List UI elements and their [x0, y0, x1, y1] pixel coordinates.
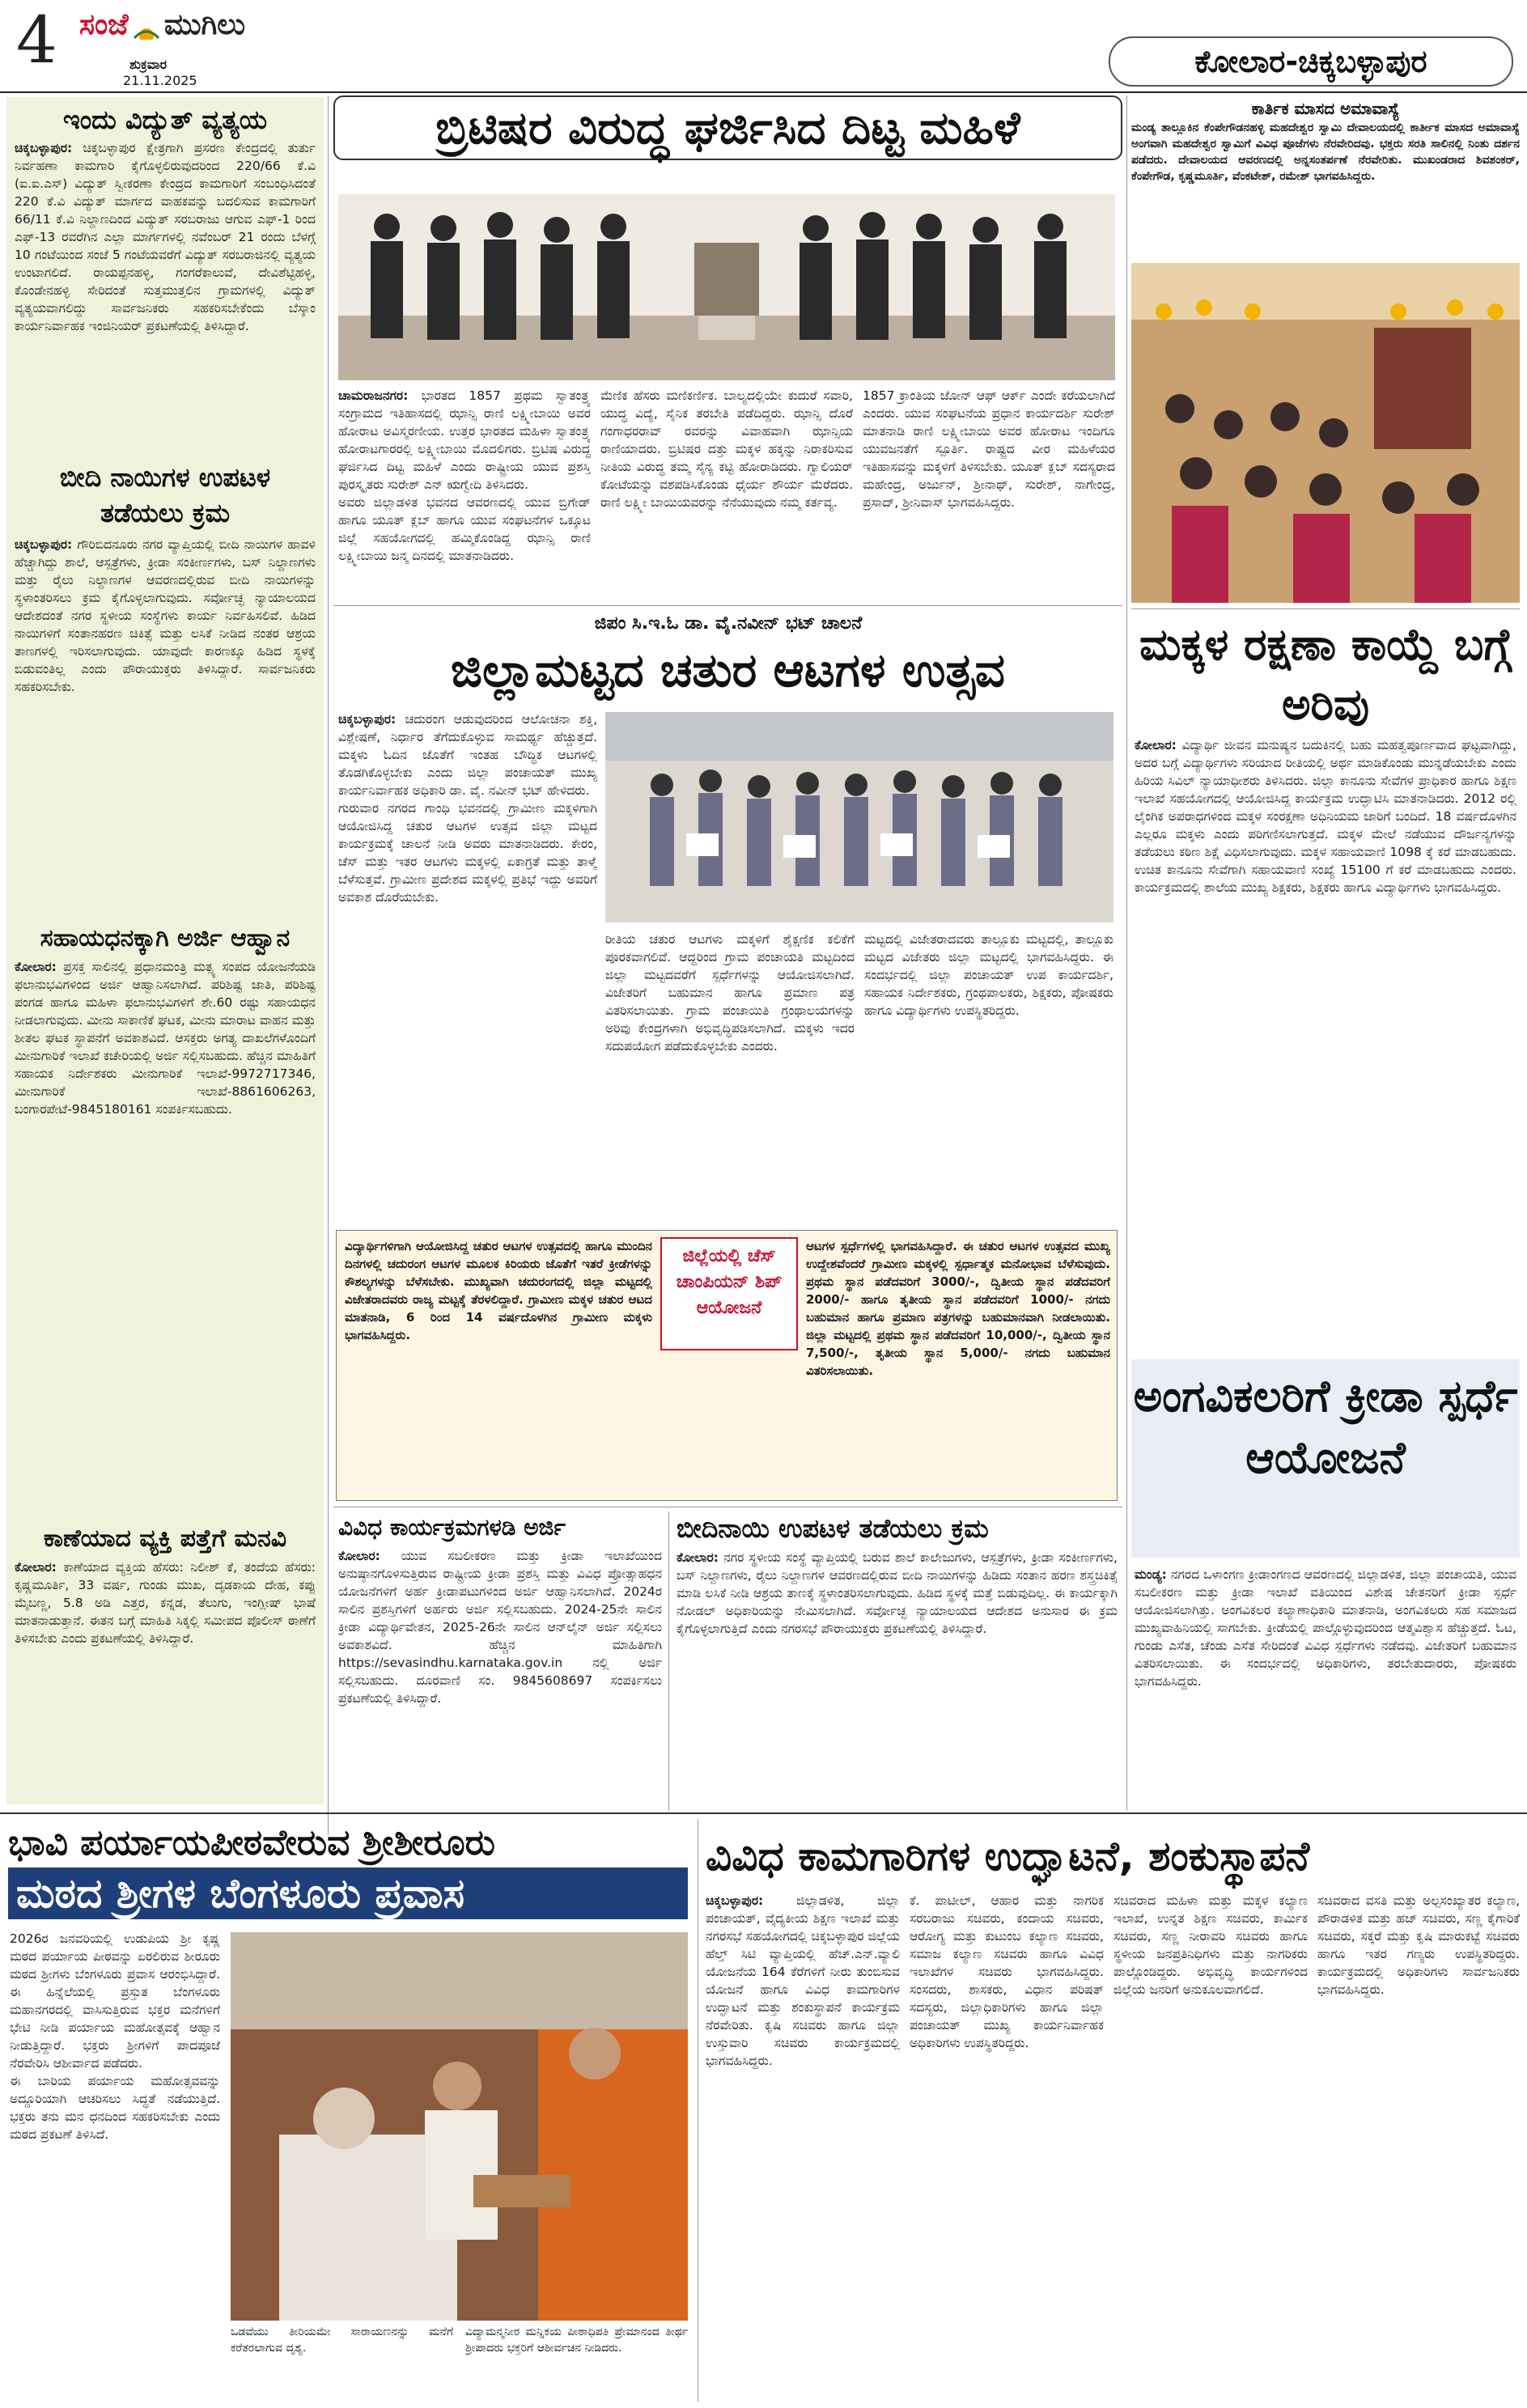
chess-photo	[605, 712, 1113, 922]
lead-photo-group	[338, 194, 1115, 380]
applications-headline: ವಿವಿಧ ಕಾರ್ಯಕ್ರಮಗಳಡಿ ಅರ್ಜಿ	[338, 1514, 566, 1541]
chess-box-badge: ಜಿಲ್ಲೆಯಲ್ಲಿ ಚೆಸ್ ಚಾಂಪಿಯನ್ ಶಿಪ್ ಆಯೋಜನೆ	[660, 1237, 798, 1350]
article-body: ಕೆ. ಪಾಟೀಲ್, ಆಹಾರ ಮತ್ತು ನಾಗರಿಕ ಸರಬರಾಜು ಸಚಿವರು, ಕಂದಾಯ ಸಚಿವರು, ಆರೋಗ್ಯ ಮತ್ತು ಕುಟುಂಬ ಕಲ್ಯಾಣ ಸಚಿವರು, ಸಮಾಜ ಕಲ್ಯಾಣ ಸಚಿವರು ಹಾಗೂ ವಿವಿಧ ಇಲಾಖೆಗಳ ಸಚಿವರು ಭಾಗವಹಿಸಿದ್ದರು. ಸಂಸದರು, ಶಾಸಕರು, ವಿಧಾನ ಪರಿಷತ್ ಸದಸ್ಯರು, ಜಿಲ್ಲಾಧಿಕಾರಿಗಳು ಹಾಗೂ ಜಿಲ್ಲಾ ಪಂಚಾಯತ್ ಮುಖ್ಯ ಕಾರ್ಯನಿರ್ವಾಹಕ ಅಧಿಕಾರಿಗಳು ಉಪಸ್ಥಿತರಿದ್ದರು.	[910, 1893, 1104, 2050]
dateline: ಕೋಲಾರ:	[1135, 738, 1177, 752]
issue-day: ಶುಕ್ರವಾರ	[129, 57, 168, 72]
lead-body-col2	[600, 387, 853, 597]
stray-dogs-body	[677, 1549, 1118, 1806]
sidebar-headline-subsidy: ಸಹಾಯಧನಕ್ಕಾಗಿ ಅರ್ಜಿ ಆಹ್ವಾನ	[40, 924, 291, 952]
disabled-body	[1135, 1566, 1516, 1808]
swamiji-headline-1: ಭಾವಿ ಪರ್ಯಾಯಪೀಠವೇರುವ ಶ್ರೀಶೀರೂರು	[8, 1822, 495, 1863]
left-sidebar	[6, 97, 324, 1804]
paper-name-right: ಮುಗಿಲು	[163, 8, 246, 41]
works-body-col2	[910, 1892, 1104, 2402]
karthika-headline: ಕಾರ್ತಿಕ ಮಾಸದ ಅಮಾವಾಸ್ಯೆ	[1251, 99, 1400, 118]
karthika-body: ಮಂಡ್ಯ ತಾಲ್ಲೂಕಿನ ಕೆಂಪೇಗೌಡನಹಳ್ಳಿ ಮಹದೇಶ್ವರ ಸ್ವಾಮಿ ದೇವಾಲಯದಲ್ಲಿ ಕಾರ್ತೀಕ ಮಾಸದ ಅಮಾವಾಸ್ಯೆ ಅಂಗವಾಗಿ ಮಹದೇಶ್ವರ ಸ್ವಾಮಿಗೆ ವಿವಿಧ ಪೂಜೆಗಳು ನೆರವೇರಿದವು. ಭಕ್ತರು ಸರತಿ ಸಾಲಿನಲ್ಲಿ ನಿಂತು ದರ್ಶನ ಪಡೆದರು. ದೇವಾಲಯದ ಆವರಣದಲ್ಲಿ ಅನ್ನಸಂತರ್ಪಣೆ ನೆರವೇರಿತು. ಮುಖಂಡರಾದ ಶಿವಶಂಕರ್, ಕೆಂಪೇಗೌಡ, ಕೃಷ್ಣಮೂರ್ತಿ, ವೆಂಕಟೇಶ್, ರಮೇಶ್ ಭಾಗವಹಿಸಿದ್ದರು.	[1131, 121, 1520, 183]
dateline: ಕೋಲಾರ:	[15, 1560, 57, 1575]
sun-logo-icon	[133, 22, 160, 40]
swamiji-headline-2: ಮಠದ ಶ್ರೀಗಳ ಬೆಂಗಳೂರು ಪ್ರವಾಸ	[8, 1867, 688, 1919]
stray-dogs-headline: ಬೀದಿನಾಯಿ ಉಪಟಳ ತಡೆಯಲು ಕ್ರಮ	[677, 1513, 989, 1544]
chess-body-col2	[605, 931, 855, 1230]
dateline: ಚಾಮರಾಜನಗರ:	[338, 388, 409, 403]
dateline: ಕೋಲಾರ:	[677, 1550, 719, 1565]
applications-body	[338, 1547, 662, 1806]
works-headline: ವಿವಿಧ ಕಾಮಗಾರಿಗಳ ಉದ್ಘಾಟನೆ, ಶಂಕುಸ್ಥಾಪನೆ	[706, 1833, 1310, 1880]
child-body	[1135, 736, 1516, 1351]
chess-championship-box	[336, 1230, 1118, 1501]
sidebar-article-stray-dogs	[15, 536, 316, 916]
article-body: ಅವರು ಜಿಲ್ಲಾಡಳಿತ ಭವನದ ಆವರಣದಲ್ಲಿ ಯುವ ಬ್ರಿಗೇಡ್ ಹಾಗೂ ಯೂತ್ ಕ್ಲಬ್ ಹಾಗೂ ಯುವ ಸಂಘಟನೆಗಳ ಒಕ್ಕೂಟ ಜಿಲ್ಲೆ ಸಹಯೋಗದಲ್ಲಿ ಹಮ್ಮಿಕೊಂಡಿದ್ದ ಝಾನ್ಸಿ ರಾಣಿ ಲಕ್ಷ್ಮೀಬಾಯಿ ಜನ್ಮ ದಿನದಲ್ಲಿ ಮಾತನಾಡಿದರು.	[338, 495, 591, 563]
award-group-photo-icon	[605, 712, 1113, 922]
article-body: ಭಾರತದ 1857 ಪ್ರಥಮ ಸ್ವಾತಂತ್ರ್ಯ ಸಂಗ್ರಾಮದ ಇತಿಹಾಸದಲ್ಲಿ ಝಾನ್ಸಿ ರಾಣಿ ಲಕ್ಷ್ಮೀಬಾಯಿ ಅವರ ಹೋರಾಟ ಅವಿಸ್ಮರಣೀಯ. ಉತ್ತರ ಭಾರತದ ಮಹಿಳಾ ಸ್ವಾತಂತ್ರ್ಯ ಹೋರಾಟಗಾರರಲ್ಲಿ ಲಕ್ಷ್ಮೀಬಾಯಿ ಮೊದಲಿಗರು. ಬ್ರಿಟಿಷ ವಿರುದ್ಧ ಘರ್ಜಿಸಿದ ದಿಟ್ಟ ಮಹಿಳೆ ಎಂದು ರಾಷ್ಟ್ರೀಯ ಯುವ ಪ್ರಶಸ್ತಿ ಪುರಸ್ಕೃತರು ಸುರೇಶ್ ಎನ್ ಋಗ್ವೇದಿ ತಿಳಿಸಿದರು.	[338, 388, 591, 492]
swamiji-body	[10, 1930, 220, 2399]
article-body: ಸಚಿವರಾದ ಮಹಿಳಾ ಮತ್ತು ಮಕ್ಕಳ ಕಲ್ಯಾಣ ಇಲಾಖೆ, ಉನ್ನತ ಶಿಕ್ಷಣ ಸಚಿವರು, ಕಾರ್ಮಿಕ ಸಚಿವರು, ಸಣ್ಣ ನೀರಾವರಿ ಸಚಿವರು ಹಾಗೂ ಸ್ಥಳೀಯ ಜನಪ್ರತಿನಿಧಿಗಳು ಮತ್ತು ನಾಗರಿಕರು ಪಾಲ್ಗೊಂಡಿದ್ದರು. ಅಭಿವೃದ್ಧಿ ಕಾರ್ಯಗಳಿಂದ ಜಿಲ್ಲೆಯ ಜನರಿಗೆ ಅನುಕೂಲವಾಗಲಿದೆ.	[1113, 1893, 1308, 1997]
sidebar-article-power-cut	[15, 139, 316, 455]
dateline: ಚಿಕ್ಕಬಳ್ಳಾಪುರ:	[15, 141, 73, 155]
article-body: ಈ ಬಾರಿಯ ಪರ್ಯಾಯ ಮಹೋತ್ಸವವನ್ನು ಅದ್ದೂರಿಯಾಗಿ ಆಚರಿಸಲು ಸಿದ್ಧತೆ ನಡೆಯುತ್ತಿದೆ. ಭಕ್ತರು ತನು ಮನ ಧನದಿಂದ ಸಹಕರಿಸಬೇಕು ಎಂದು ಮಠದ ಪ್ರಕಟಣೆ ತಿಳಿಸಿದೆ.	[10, 2074, 220, 2142]
dateline: ಮಂಡ್ಯ:	[1135, 1567, 1167, 1582]
article-body: ರೀತಿಯ ಚತುರ ಆಟಗಳು ಮಕ್ಕಳಿಗೆ ಶೈಕ್ಷಣಿಕ ಕಲಿಕೆಗೆ ಪೂರಕವಾಗಲಿವೆ. ಆದ್ದರಿಂದ ಗ್ರಾಮ ಪಂಚಾಯತಿ ಮಟ್ಟದಿಂದ ಜಿಲ್ಲಾ ಮಟ್ಟದವರೆಗೆ ಸ್ಪರ್ಧೆಗಳನ್ನು ಆಯೋಜಿಸಲಾಗಿದೆ. ವಿಜೇತರಿಗೆ ಬಹುಮಾನ ಹಾಗೂ ಪ್ರಮಾಣ ಪತ್ರ ವಿತರಿಸಲಾಯಿತು. ಗ್ರಾಮ ಪಂಚಾಯಿತಿ ಗ್ರಂಥಾಲಯಗಳನ್ನು ಅರಿವು ಕೇಂದ್ರಗಳಾಗಿ ಅಭಿವೃದ್ಧಿಪಡಿಸಲಾಗಿದೆ. ಮಕ್ಕಳು ಇದರ ಸದುಪಯೋಗ ಪಡೆದುಕೊಳ್ಳಬೇಕು ಎಂದರು.	[605, 932, 855, 1054]
paper-logo	[79, 8, 322, 57]
lead-body-col1	[338, 387, 591, 597]
masthead	[0, 0, 1527, 93]
karthika-box	[1131, 97, 1520, 607]
swamiji-photo	[231, 1932, 688, 2321]
article-body: ಸಚಿವರಾದ ವಸತಿ ಮತ್ತು ಅಲ್ಪಸಂಖ್ಯಾತರ ಕಲ್ಯಾಣ, ಪೌರಾಡಳಿತ ಮತ್ತು ಹಜ್ ಸಚಿವರು, ಸಣ್ಣ ಕೈಗಾರಿಕೆ ಸಚಿವರು, ಸಕ್ಕರೆ ಮತ್ತು ಕೃಷಿ ಮಾರುಕಟ್ಟೆ ಸಚಿವರು ಹಾಗೂ ಇತರ ಗಣ್ಯರು ಉಪಸ್ಥಿತರಿದ್ದರು. ಕಾರ್ಯಕ್ರಮದಲ್ಲಿ ಅಧಿಕಾರಿಗಳು ಸಾರ್ವಜನಿಕರು ಭಾಗವಹಿಸಿದ್ದರು.	[1317, 1893, 1520, 1997]
article-body: ಮೆಣಿಕ ಹೆಸರು ಮಣಿಕರ್ಣಿಕ. ಬಾಲ್ಯದಲ್ಲಿಯೇ ಕುದುರೆ ಸವಾರಿ, ಯುದ್ಧ ವಿದ್ಯೆ, ಸೈನಿಕ ತರಬೇತಿ ಪಡೆದಿದ್ದರು. ಝಾನ್ಸಿ ದೊರೆ ಗಂಗಾಧರರಾವ್ ರವರನ್ನು ವಿವಾಹವಾಗಿ ಝಾನ್ಸಿಯ ರಾಣಿಯಾದರು. ಬ್ರಿಟಿಷರ ದತ್ತು ಮಕ್ಕಳ ಹಕ್ಕನ್ನು ನಿರಾಕರಿಸುವ ನೀತಿಯ ವಿರುದ್ಧ ತಮ್ಮ ಸೈನ್ಯ ಕಟ್ಟಿ ಹೋರಾಡಿದರು. ಗ್ವಾಲಿಯರ್ ಕೋಟೆಯನ್ನು ವಶಪಡಿಸಿಕೊಂಡು ಧೈರ್ಯ ಶೌರ್ಯ ಮೆರೆದರು. ರಾಣಿ ಲಕ್ಷ್ಮೀ ಬಾಯಿಯವರನ್ನು ನೆನೆಯುವುದು ನಮ್ಮ ಕರ್ತವ್ಯ.	[600, 388, 853, 510]
works-body-col4	[1317, 1892, 1520, 2402]
article-body: ನಗರ ಸ್ಥಳೀಯ ಸಂಸ್ಥೆ ವ್ಯಾಪ್ತಿಯಲ್ಲಿ ಬರುವ ಶಾಲೆ ಕಾಲೇಜುಗಳು, ಆಸ್ಪತ್ರೆಗಳು, ಕ್ರೀಡಾ ಸಂಕೀರ್ಣಗಳು, ಬಸ್ ನಿಲ್ದಾಣಗಳು, ರೈಲು ನಿಲ್ದಾಣಗಳ ಆವರಣದಲ್ಲಿರುವ ಬೀದಿ ನಾಯಿಗಳನ್ನು ಹಿಡಿದು ಸಂತಾನ ಹರಣ ಶಸ್ತ್ರಚಿಕಿತ್ಸೆ ಮಾಡಿ ಲಸಿಕೆ ನೀಡಿ ಆಶ್ರಯ ತಾಣಕ್ಕೆ ಸ್ಥಳಾಂತರಿಸಲಾಗುವುದು. ಹಿಡಿದ ಸ್ಥಳಕ್ಕೆ ಮತ್ತೆ ಬಿಡುವುದಿಲ್ಲ. ಈ ಕಾರ್ಯಕ್ಕಾಗಿ ನೋಡಲ್ ಅಧಿಕಾರಿಯನ್ನು ನೇಮಿಸಲಾಗಿದೆ. ಸರ್ವೋಚ್ಛ ನ್ಯಾಯಾಲಯದ ಆದೇಶದ ಅನುಸಾರ ಈ ಕ್ರಮ ಕೈಗೊಳ್ಳಲಾಗುತ್ತಿದೆ ಎಂದು ನಗರಸಭೆ ಪೌರಾಯುಕ್ತರು ಪ್ರಕಟಣೆಯಲ್ಲಿ ತಿಳಿಸಿದ್ದಾರೆ.	[677, 1550, 1118, 1636]
works-body-col1	[706, 1892, 900, 2402]
dateline: ಕೋಲಾರ:	[15, 960, 57, 974]
sidebar-article-subsidy	[15, 958, 316, 1516]
dateline: ಚಿಕ್ಕಬಳ್ಳಾಪುರ:	[15, 537, 73, 552]
article-body: ಕಾಣೆಯಾದ ವ್ಯಕ್ತಿಯ ಹೆಸರು: ನಿಲೀಶ್ ಕೆ, ತಂದೆಯ ಹೆಸರು: ಕೃಷ್ಣಮೂರ್ತಿ, 33 ವರ್ಷ, ಗುಂಡು ಮುಖ, ದೃಡಕಾಯ ದೇಹ, ಕಪ್ಪು ಮೈಬಣ್ಣ, 5.8 ಅಡಿ ಎತ್ತರ, ಕನ್ನಡ, ತೆಲುಗು, ಇಂಗ್ಲೀಷ್ ಭಾಷೆ ಮಾತನಾಡುತ್ತಾನೆ. ಈತನ ಬಗ್ಗೆ ಮಾಹಿತಿ ಸಿಕ್ಕಲ್ಲಿ ಸಮೀಪದ ಪೊಲೀಸ್ ಠಾಣೆಗೆ ತಿಳಿಸಬೇಕು ಎಂದು ಪ್ರಕಟಣೆಯಲ್ಲಿ ತಿಳಿಸಿದ್ದಾರೆ.	[15, 1560, 316, 1646]
region-label: ಕೋಲಾರ-ಚಿಕ್ಕಬಳ್ಳಾಪುರ	[1109, 36, 1513, 87]
chess-kicker: ಜಿಪಂ ಸಿ.ಇ.ಓ ಡಾ. ವೈ.ನವೀನ್ ಭಟ್ ಚಾಲನೆ	[594, 613, 863, 634]
disabled-headline: ಅಂಗವಿಕಲರಿಗೆ ಕ್ರೀಡಾ ಸ್ಪರ್ಧೆ ಆಯೋಜನೆ	[1131, 1359, 1520, 1558]
temple-crowd-icon	[1131, 263, 1520, 603]
article-body: ಚದುರಂಗ ಆಡುವುದರಿಂದ ಆಲೋಚನಾ ಶಕ್ತಿ, ವಿಶ್ಲೇಷಣೆ, ನಿರ್ಧಾರ ತೆಗೆದುಕೊಳ್ಳುವ ಸಾಮರ್ಥ್ಯ ಹೆಚ್ಚುತ್ತದೆ. ಮಕ್ಕಳು ಓದಿನ ಜೊತೆಗೆ ಇಂತಹ ಬೌದ್ಧಿಕ ಆಟಗಳಲ್ಲಿ ತೊಡಗಿಕೊಳ್ಳಬೇಕು ಎಂದು ಜಿಲ್ಲಾ ಪಂಚಾಯತ್ ಮುಖ್ಯ ಕಾರ್ಯನಿರ್ವಾಹಕ ಅಧಿಕಾರಿ ಡಾ. ವೈ. ನವೀನ್ ಭಟ್ ಹೇಳಿದರು.	[338, 712, 597, 798]
swamiji-ceremony-photo-icon	[231, 1932, 688, 2321]
chess-box-left: ವಿದ್ಯಾರ್ಥಿಗಳಿಗಾಗಿ ಆಯೋಜಿಸಿದ್ದ ಚತುರ ಆಟಗಳ ಉತ್ಸವದಲ್ಲಿ ಹಾಗೂ ಮುಂದಿನ ದಿನಗಳಲ್ಲಿ ಚದುರಂಗ ಆಟಗಳ ಮೂಲಕ ಕಿರಿಯರು ಜೊತೆಗೆ ಇತರೆ ಕ್ರೀಡೆಗಳನ್ನು ಕೌಶಲ್ಯಗಳನ್ನು ಬೆಳೆಸಬೇಕು. ಮುಖ್ಯವಾಗಿ ಚದುರಂಗದಲ್ಲಿ ಜಿಲ್ಲಾ ಮಟ್ಟದಲ್ಲಿ ವಿಜೇತರಾದವರು ರಾಜ್ಯ ಮಟ್ಟಕ್ಕೆ ತೆರಳಲಿದ್ದಾರೆ. ಗ್ರಾಮೀಣ ಮಕ್ಕಳ ಚತುರ ಆಟದ ಮಾತನಾಡಿ, 6 ರಿಂದ 14 ವರ್ಷದೊಳಗಿನ ಗ್ರಾಮೀಣ ಮಕ್ಕಳು ಭಾಗವಹಿಸಿದ್ದರು.	[345, 1239, 652, 1342]
paper-name-left: ಸಂಜೆ	[79, 8, 129, 41]
sidebar-headline-missing-person: ಕಾಣೆಯಾದ ವ್ಯಕ್ತಿ ಪತ್ತೆಗೆ ಮನವಿ	[43, 1524, 287, 1553]
dateline: ಚಿಕ್ಕಬಳ್ಳಾಪುರ:	[706, 1893, 764, 1908]
chess-body-col1	[338, 710, 597, 1228]
article-body: ಗೌರಿಬಿದನೂರು ನಗರ ವ್ಯಾಪ್ತಿಯಲ್ಲಿ ಬೀದಿ ನಾಯಿಗಳ ಹಾವಳಿ ಹೆಚ್ಚಾಗಿದ್ದು ಶಾಲೆ, ಆಸ್ಪತ್ರೆಗಳು, ಕ್ರೀಡಾ ಸಂಕೀರ್ಣಗಳು, ಬಸ್ ನಿಲ್ದಾಣಗಳು ಮತ್ತು ರೈಲು ನಿಲ್ದಾಣಗಳ ಆವರಣದಲ್ಲಿರುವ ಬೀದಿ ನಾಯಿಗಳನ್ನು ಸ್ಥಳಾಂತರಿಸಲು ಕ್ರಮ ಕೈಗೊಳ್ಳಲಾಗುವುದು. ಸರ್ವೋಚ್ಛ ನ್ಯಾಯಾಲಯದ ಆದೇಶದಂತೆ ನಗರ ಸ್ಥಳೀಯ ಸಂಸ್ಥೆಗಳು ಕಾರ್ಯ ನಿರ್ವಹಿಸಲಿವೆ. ಹಿಡಿದ ನಾಯಿಗಳಿಗೆ ಸಂತಾನಹರಣ ಚಿಕಿತ್ಸೆ ಮತ್ತು ಲಸಿಕೆ ನೀಡಿದ ನಂತರ ಆಶ್ರಯ ತಾಣಗಳಲ್ಲಿ ಇರಿಸಲಾಗುವುದು. ಯಾವುದೇ ಕಾರಣಕ್ಕೂ ಹಿಡಿದ ಸ್ಥಳಕ್ಕೆ ಬಿಡುವಂತಿಲ್ಲ ಎಂದು ಪೌರಾಯುಕ್ತರು ತಿಳಿಸಿದ್ದಾರೆ. ಸಾರ್ವಜನಿಕರು ಸಹಕರಿಸಬೇಕು.	[15, 537, 316, 694]
issue-date: 21.11.2025	[123, 73, 197, 88]
lead-headline: ಬ್ರಿಟಿಷರ ವಿರುದ್ಧ ಘರ್ಜಿಸಿದ ದಿಟ್ಟ ಮಹಿಳೆ	[333, 95, 1122, 160]
swamiji-caption-2: ವಿದ್ಯಾಮನ್ಮನೀರ ಮನ್ನಿಕಯ ಪೀಠಾಧಿಪತಿ ಪ್ರೇಮಾನಂದ ತೀರ್ಥ ಶ್ರೀಪಾದರು ಭಕ್ತರಿಗೆ ಆಶೀರ್ವಚನ ನೀಡಿದರು.	[465, 2325, 688, 2355]
article-body: 1857 ಕ್ರಾಂತಿಯ ಜೋನ್ ಆಫ್ ಆರ್ಕ್ ಎಂದೇ ಕರೆಯಲಾಗಿದೆ ಎಂದರು. ಯುವ ಸಂಘಟನೆಯ ಪ್ರಧಾನ ಕಾರ್ಯದರ್ಶಿ ಸುರೇಶ್ ಮಾತನಾಡಿ ರಾಣಿ ಲಕ್ಷ್ಮೀಬಾಯಿ ಅವರ ಹೋರಾಟ ಇಂದಿಗೂ ಯುವಜನತೆಗೆ ಸ್ಪೂರ್ತಿ. ರಾಷ್ಟ್ರದ ವೀರ ಮಹಿಳೆಯರ ಇತಿಹಾಸವನ್ನು ಮಕ್ಕಳಿಗೆ ತಿಳಿಸಬೇಕು. ಯೂತ್ ಕ್ಲಬ್ ಸದಸ್ಯರಾದ ಮಹೇಂದ್ರ, ಅರ್ಜುನ್, ಶ್ರೀನಾಥ್, ಸುರೇಶ್, ನಾಗೇಂದ್ರ, ಪ್ರಸಾದ್, ಶ್ರೀನಿವಾಸ್ ಭಾಗವಹಿಸಿದ್ದರು.	[863, 388, 1115, 510]
chess-body-col3	[864, 931, 1113, 1230]
chess-box-right: ಆಟಗಳ ಸ್ಪರ್ಧೆಗಳಲ್ಲಿ ಭಾಗವಹಿಸಿದ್ದಾರೆ. ಈ ಚತುರ ಆಟಗಳ ಉತ್ಸವದ ಮುಖ್ಯ ಉದ್ದೇಶವೆಂದರೆ ಗ್ರಾಮೀಣ ಮಕ್ಕಳಲ್ಲಿ ಸ್ಪರ್ಧಾತ್ಮಕ ಮನೋಭಾವ ಬೆಳೆಸುವುದು. ಪ್ರಥಮ ಸ್ಥಾನ ಪಡೆದವರಿಗೆ 3000/-, ದ್ವಿತೀಯ ಸ್ಥಾನ ಪಡೆದವರಿಗೆ 2000/- ಹಾಗೂ ತೃತೀಯ ಸ್ಥಾನ ಪಡೆದವರಿಗೆ 1000/- ನಗದು ಬಹುಮಾನ ಹಾಗೂ ಪ್ರಮಾಣ ಪತ್ರಗಳನ್ನು ಬಹುಮಾನವಾಗಿ ನೀಡಲಾಯಿತು. ಜಿಲ್ಲಾ ಮಟ್ಟದಲ್ಲಿ ಪ್ರಥಮ ಸ್ಥಾನ ಪಡೆದವರಿಗೆ 10,000/-, ದ್ವಿತೀಯ ಸ್ಥಾನ 7,500/-, ತೃತೀಯ ಸ್ಥಾನ 5,000/- ನಗದು ಬಹುಮಾನ ವಿತರಿಸಲಾಯಿತು.	[806, 1239, 1110, 1378]
works-body-col3	[1113, 1892, 1308, 2402]
temple-photo	[1131, 263, 1520, 603]
article-body: ನಗರದ ಒಳಾಂಗಣ ಕ್ರೀಡಾಂಗಣದ ಆವರಣದಲ್ಲಿ ಜಿಲ್ಲಾಡಳಿತ, ಜಿಲ್ಲಾ ಪಂಚಾಯತಿ, ಯುವ ಸಬಲೀಕರಣ ಮತ್ತು ಕ್ರೀಡಾ ಇಲಾಖೆ ವತಿಯಿಂದ ವಿಶೇಷ ಚೇತನರಿಗೆ ಕ್ರೀಡಾ ಸ್ಪರ್ಧೆ ಆಯೋಜಿಸಲಾಗಿತ್ತು. ಅಂಗವಿಕಲರ ಕಲ್ಯಾಣಾಧಿಕಾರಿ ಮಾತನಾಡಿ, ಅಂಗವಿಕಲರು ಸಹ ಸಮಾಜದ ಮುಖ್ಯವಾಹಿನಿಯಲ್ಲಿ ಸಾಗಬೇಕು. ಕ್ರೀಡೆಯಲ್ಲಿ ಪಾಲ್ಗೊಳ್ಳುವುದರಿಂದ ಆತ್ಮವಿಶ್ವಾಸ ಹೆಚ್ಚುತ್ತದೆ. ಓಟ, ಗುಂಡು ಎಸೆತ, ಚೆಂಡು ಎಸೆತ ಸೇರಿದಂತೆ ವಿವಿಧ ಸ್ಪರ್ಧೆಗಳು ನಡೆದವು. ವಿಜೇತರಿಗೆ ಬಹುಮಾನ ವಿತರಿಸಲಾಯಿತು. ಈ ಸಂದರ್ಭದಲ್ಲಿ ಅಧಿಕಾರಿಗಳು, ತರಬೇತುದಾರರು, ಪೋಷಕರು ಭಾಗವಹಿಸಿದ್ದರು.	[1135, 1567, 1516, 1689]
article-body: ಗುರುವಾರ ನಗರದ ಗಾಂಧಿ ಭವನದಲ್ಲಿ ಗ್ರಾಮೀಣ ಮಕ್ಕಳಿಗಾಗಿ ಆಯೋಜಿಸಿದ್ದ ಚತುರ ಆಟಗಳ ಉತ್ಸವ ಜಿಲ್ಲಾ ಮಟ್ಟದ ಕಾರ್ಯಕ್ರಮಕ್ಕೆ ಚಾಲನೆ ನೀಡಿ ಅವರು ಮಾತನಾಡಿದರು. ಕೇರಂ, ಚೆಸ್ ಮತ್ತು ಇತರ ಆಟಗಳು ಮಕ್ಕಳಲ್ಲಿ ಏಕಾಗ್ರತೆ ಮತ್ತು ತಾಳ್ಮೆ ಬೆಳೆಸುತ್ತವೆ. ಗ್ರಾಮೀಣ ಪ್ರದೇಶದ ಮಕ್ಕಳಲ್ಲಿ ಪ್ರತಿಭೆ ಇದ್ದು ಅವರಿಗೆ ಅವಕಾಶ ದೊರೆಯಬೇಕು.	[338, 801, 597, 905]
article-body: ಪ್ರಸಕ್ತ ಸಾಲಿನಲ್ಲಿ ಪ್ರಧಾನಮಂತ್ರಿ ಮತ್ಸ್ಯ ಸಂಪದ ಯೋಜನೆಯಡಿ ಫಲಾನುಭವಿಗಳಿಂದ ಅರ್ಜಿ ಆಹ್ವಾನಿಸಲಾಗಿದೆ. ಪರಿಶಿಷ್ಟ ಜಾತಿ, ಪರಿಶಿಷ್ಟ ಪಂಗಡ ಹಾಗೂ ಮಹಿಳಾ ಫಲಾನುಭವಿಗಳಿಗೆ ಶೇ.60 ರಷ್ಟು ಸಹಾಯಧನ ನೀಡಲಾಗುವುದು. ಮೀನು ಸಾಕಾಣಿಕೆ ಘಟಕ, ಮೀನು ಮಾರಾಟ ವಾಹನ ಮತ್ತು ಶೀತಲ ಘಟಕ ಸ್ಥಾಪನೆಗೆ ಅವಕಾಶವಿದೆ. ಆಸಕ್ತರು ಅಗತ್ಯ ದಾಖಲೆಗಳೊಂದಿಗೆ ಮೀನುಗಾರಿಕೆ ಇಲಾಖೆ ಕಚೇರಿಯಲ್ಲಿ ಅರ್ಜಿ ಸಲ್ಲಿಸಬಹುದು. ಹೆಚ್ಚಿನ ಮಾಹಿತಿಗೆ ಸಹಾಯಕ ನಿರ್ದೇಶಕರು ಮೀನುಗಾರಿಕೆ ಇಲಾಖೆ-9972717346, ಮೀನುಗಾರಿಕೆ ಇಲಾಖೆ-8861606263, ಬಂಗಾರಪೇಟೆ-9845180161 ಸಂಪರ್ಕಿಸಬಹುದು.	[15, 960, 316, 1117]
article-body: ಚಿಕ್ಕಬಳ್ಳಾಪುರ ಕ್ಷೇತ್ರಗಾಗಿ ಪ್ರಸರಣ ಕೇಂದ್ರದಲ್ಲಿ ತುರ್ತು ನಿರ್ವಹಣಾ ಕಾಮಗಾರಿ ಕೈಗೊಳ್ಳಲಿರುವುದರಿಂದ 220/66 ಕೆ.ವಿ (ಐ.ಐ.ಎಸ್) ವಿದ್ಯುತ್ ಸ್ವೀಕರಣಾ ಕೇಂದ್ರದ ಕಾಮಗಾರಿಗೆ ಸಂಬಂಧಿಸಿದಂತೆ 220 ಕೆ.ವಿ ವಿದ್ಯುತ್ ಮಾರ್ಗದ ವಾಹಕವನ್ನು ಬದಲಿಸುವ ಕಾಮಗಾರಿಗೆ 66/11 ಕೆ.ವಿ ನಿಲ್ದಾಣದಿಂದ ವಿದ್ಯುತ್ ಸರಬರಾಜು ಆಗುವ ಎಫ್-1 ರಿಂದ ಎಫ್-13 ರವರೆಗಿನ ಎಲ್ಲಾ ಮಾರ್ಗಗಳಲ್ಲಿ ನವೆಂಬರ್ 21 ರಂದು ಬೆಳಗ್ಗೆ 10 ಗಂಟೆಯಿಂದ ಸಂಜೆ 5 ಗಂಟೆಯವರೆಗೆ ವಿದ್ಯುತ್ ಸರಬರಾಜಿನಲ್ಲಿ ವ್ಯತ್ಯಯ ಉಂಟಾಗಲಿದೆ. ರಾಯಪ್ಪನಹಳ್ಳಿ, ಗಂಗರೆಕಾಲುವೆ, ದೇವಿಶೆಟ್ಟಿಹಳ್ಳಿ, ಕೊಂಡೇನಹಳ್ಳಿ ಸೇರಿದಂತೆ ಸುತ್ತಮುತ್ತಲಿನ ಗ್ರಾಮಗಳಲ್ಲಿ ವಿದ್ಯುತ್ ವ್ಯತ್ಯಯವಾಗಲಿದ್ದು ಸಾರ್ವಜನಿಕರು ಸಹಕರಿಸಬೇಕೆಂದು ಬೆಸ್ಕಾಂ ಕಾರ್ಯನಿರ್ವಾಹಕ ಇಂಜಿನಿಯರ್ ಪ್ರಕಟಣೆಯಲ್ಲಿ ತಿಳಿಸಿದ್ದಾರೆ.	[15, 141, 316, 333]
lead-body-col3	[863, 387, 1115, 597]
article-body: ಜಿಲ್ಲಾಡಳಿತ, ಜಿಲ್ಲಾ ಪಂಚಾಯತ್, ವೈದ್ಯಕೀಯ ಶಿಕ್ಷಣ ಇಲಾಖೆ ಮತ್ತು ನಗರಸಭೆ ಸಹಯೋಗದಲ್ಲಿ ಚಿಕ್ಕಬಳ್ಳಾಪುರ ಜಿಲ್ಲೆಯ ಹೆಲ್ತ್ ಸಿಟಿ ವ್ಯಾಪ್ತಿಯಲ್ಲಿ ಹೆಚ್.ಎನ್.ವ್ಯಾಲಿ ಯೋಜನೆಯ 164 ಕೆರೆಗಳಿಗೆ ನೀರು ತುಂಬಿಸುವ ಯೋಜನೆ ಹಾಗೂ ವಿವಿಧ ಕಾಮಗಾರಿಗಳ ಉದ್ಘಾಟನೆ ಮತ್ತು ಶಂಕುಸ್ಥಾಪನೆ ಕಾರ್ಯಕ್ರಮ ನೆರವೇರಿತು. ಕೃಷಿ ಸಚಿವರು ಹಾಗೂ ಜಿಲ್ಲಾ ಉಸ್ತುವಾರಿ ಸಚಿವರು ಕಾರ್ಯಕ್ರಮದಲ್ಲಿ ಭಾಗವಹಿಸಿದ್ದರು.	[706, 1893, 900, 2068]
page-number: 4	[16, 2, 57, 78]
dateline: ಕೋಲಾರ:	[338, 1549, 380, 1563]
swamiji-caption-1: ಒಡವೆಯು ತೀರಿಯಮೇ ಸಾರಾಯಣನನ್ನು ಮನೆಗೆ ಕರೆತರಲಾಗುವ ದೃಶ್ಯ.	[231, 2325, 453, 2355]
group-photo-icon	[338, 194, 1115, 380]
dateline: ಚಿಕ್ಕಬಳ್ಳಾಪುರ:	[338, 712, 397, 727]
chess-headline: ಜಿಲ್ಲಾಮಟ್ಟದ ಚತುರ ಆಟಗಳ ಉತ್ಸವ	[451, 642, 1005, 697]
sidebar-article-missing-person	[15, 1558, 316, 1728]
article-body: 2026ರ ಜನವರಿಯಲ್ಲಿ ಉಡುಪಿಯ ಶ್ರೀ ಕೃಷ್ಣ ಮಠದ ಪರ್ಯಾಯ ಪೀಠವನ್ನು ಏರಲಿರುವ ಶೀರೂರು ಮಠದ ಶ್ರೀಗಳು ಬೆಂಗಳೂರು ಪ್ರವಾಸ ಆರಂಭಿಸಿದ್ದಾರೆ. ಈ ಹಿನ್ನೆಲೆಯಲ್ಲಿ ಪ್ರಸ್ತುತ ಬೆಂಗಳೂರು ಮಹಾನಗರದಲ್ಲಿ ವಾಸಿಸುತ್ತಿರುವ ಭಕ್ತರ ಮನೆಗಳಿಗೆ ಭೇಟಿ ನೀಡಿ ಪರ್ಯಾಯ ಮಹೋತ್ಸವಕ್ಕೆ ಆಹ್ವಾನ ನೀಡುತ್ತಿದ್ದಾರೆ. ಭಕ್ತರು ಶ್ರೀಗಳಿಗೆ ಪಾದಪೂಜೆ ನೆರವೇರಿಸಿ ಆಶೀರ್ವಾದ ಪಡೆದರು.	[10, 1931, 220, 2071]
article-body: ಯುವ ಸಬಲೀಕರಣ ಮತ್ತು ಕ್ರೀಡಾ ಇಲಾಖೆಯಿಂದ ಅನುಷ್ಠಾನಗೊಳಿಸುತ್ತಿರುವ ರಾಷ್ಟ್ರೀಯ ಕ್ರೀಡಾ ಪ್ರಶಸ್ತಿ ಮತ್ತು ವಿವಿಧ ಪ್ರೋತ್ಸಾಹಧನ ಯೋಜನೆಗಳಿಗೆ ಅರ್ಹ ಕ್ರೀಡಾಪಟುಗಳಿಂದ ಅರ್ಜಿ ಆಹ್ವಾನಿಸಲಾಗಿದೆ. 2024ರ ಸಾಲಿನ ಪ್ರಶಸ್ತಿಗಳಿಗೆ ಅರ್ಹರು ಅರ್ಜಿ ಸಲ್ಲಿಸಬಹುದು. 2024-25ನೇ ಸಾಲಿನ ಕ್ರೀಡಾ ವಿದ್ಯಾರ್ಥಿವೇತನ, 2025-26ನೇ ಸಾಲಿನ ಆನ್‌ಲೈನ್ ಅರ್ಜಿ ಸಲ್ಲಿಸಲು ಅವಕಾಶವಿದೆ. ಹೆಚ್ಚಿನ ಮಾಹಿತಿಗಾಗಿ https://sevasindhu.karnataka.gov.in ನಲ್ಲಿ ಅರ್ಜಿ ಸಲ್ಲಿಸಬಹುದು. ದೂರವಾಣಿ ಸಂ. 9845608697 ಸಂಪರ್ಕಿಸಲು ಪ್ರಕಟಣೆಯಲ್ಲಿ ತಿಳಿಸಿದ್ದಾರೆ.	[338, 1549, 662, 1706]
sidebar-headline-power-cut: ಇಂದು ವಿದ್ಯುತ್ ವ್ಯತ್ಯಯ	[63, 104, 267, 135]
sidebar-headline-stray-dogs: ಬೀದಿ ನಾಯಿಗಳ ಉಪಟಳ ತಡೆಯಲು ಕ್ರಮ	[59, 462, 271, 528]
child-headline: ಮಕ್ಕಳ ರಕ್ಷಣಾ ಕಾಯ್ದೆ ಬಗ್ಗೆ ಅರಿವು	[1139, 619, 1512, 730]
article-body: ಮಟ್ಟದಲ್ಲಿ ವಿಜೇತರಾದವರು ತಾಲ್ಲೂಕು ಮಟ್ಟದಲ್ಲಿ, ತಾಲ್ಲೂಕು ಮಟ್ಟದ ವಿಜೇತರು ಜಿಲ್ಲಾ ಮಟ್ಟದಲ್ಲಿ ಭಾಗವಹಿಸಿದ್ದರು. ಈ ಸಂದರ್ಭದಲ್ಲಿ ಜಿಲ್ಲಾ ಪಂಚಾಯತ್ ಉಪ ಕಾರ್ಯದರ್ಶಿ, ಸಹಾಯಕ ನಿರ್ದೇಶಕರು, ಗ್ರಂಥಪಾಲಕರು, ಶಿಕ್ಷಕರು, ಪೋಷಕರು ಹಾಗೂ ವಿದ್ಯಾರ್ಥಿಗಳು ಉಪಸ್ಥಿತರಿದ್ದರು.	[864, 932, 1113, 1018]
article-body: ವಿದ್ಯಾರ್ಥಿ ಜೀವನ ಮನುಷ್ಯನ ಬದುಕಿನಲ್ಲಿ ಬಹು ಮಹತ್ವಪೂರ್ಣವಾದ ಘಟ್ಟವಾಗಿದ್ದು, ಅದರ ಬಗ್ಗೆ ವಿದ್ಯಾರ್ಥಿಗಳು ಸರಿಯಾದ ರೀತಿಯಲ್ಲಿ ಅರ್ಥ ಮಾಡಿಕೊಂಡು ಮುನ್ನಡೆಯಬೇಕು ಎಂದು ಹಿರಿಯ ಸಿವಿಲ್ ನ್ಯಾಯಾಧೀಶರು ತಿಳಿಸಿದರು. ಜಿಲ್ಲಾ ಕಾನೂನು ಸೇವೆಗಳ ಪ್ರಾಧಿಕಾರ ಹಾಗೂ ಶಿಕ್ಷಣ ಇಲಾಖೆ ಸಹಯೋಗದಲ್ಲಿ ಆಯೋಜಿಸಿದ್ದ ಕಾರ್ಯಕ್ರಮ ಉದ್ಘಾಟಿಸಿ ಮಾತನಾಡಿದರು. 2012 ರಲ್ಲಿ ಲೈಂಗಿಕ ಅಪರಾಧಗಳಿಂದ ಮಕ್ಕಳ ಸಂರಕ್ಷಣಾ ಅಧಿನಿಯಮ ಜಾರಿಗೆ ಬಂದಿದೆ. 18 ವರ್ಷದೊಳಗಿನ ಎಲ್ಲರೂ ಮಕ್ಕಳು ಎಂದು ಪರಿಗಣಿಸಲಾಗುತ್ತದೆ. ಮಕ್ಕಳ ಮೇಲೆ ನಡೆಯುವ ದೌರ್ಜನ್ಯಗಳನ್ನು ತಡೆಯಲು ಕಠಿಣ ಶಿಕ್ಷೆ ವಿಧಿಸಲಾಗುವುದು. ಮಕ್ಕಳ ಸಹಾಯವಾಣಿ 1098 ಕ್ಕೆ ಕರೆ ಮಾಡಬಹುದು. ಉಚಿತ ಕಾನೂನು ಸೇವೆಗಾಗಿ ಸಹಾಯವಾಣಿ ಸಂಖ್ಯೆ 15100 ಗೆ ಕರೆ ಮಾಡಬಹುದು ಎಂದರು. ಕಾರ್ಯಕ್ರಮದಲ್ಲಿ ಶಾಲೆಯ ಮುಖ್ಯ ಶಿಕ್ಷಕರು, ಶಿಕ್ಷಕರು ಹಾಗೂ ವಿದ್ಯಾರ್ಥಿಗಳು ಭಾಗವಹಿಸಿದ್ದರು.	[1135, 738, 1516, 895]
